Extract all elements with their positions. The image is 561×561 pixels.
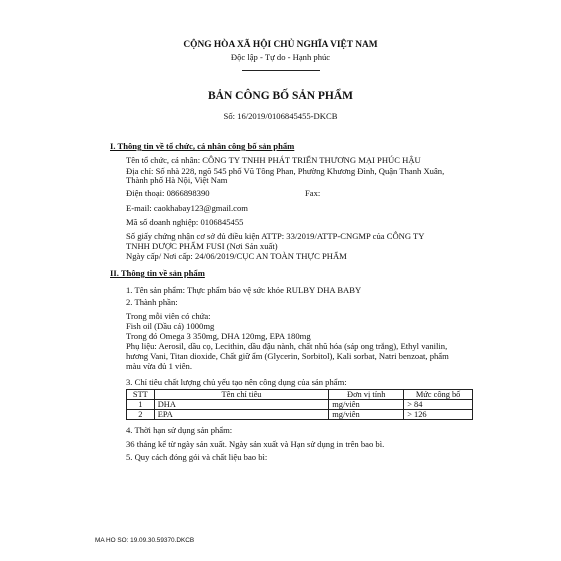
table-cell: DHA bbox=[154, 400, 329, 410]
quality-table bbox=[126, 389, 473, 420]
quality-heading: 3. Chỉ tiêu chất lượng chủ yếu tạo nên công dụng của sản phẩm: bbox=[126, 377, 347, 387]
table-header-row bbox=[127, 390, 473, 400]
table-header-cell: Mức công bố bbox=[404, 390, 473, 400]
nation-header: CỘNG HÒA XÃ HỘI CHỦ NGHĨA VIỆT NAM bbox=[183, 40, 378, 50]
certificate-line-1: Số giấy chứng nhận cơ sở đủ điều kiện ATTP: 33/2019/ATTP-CNGMP của CÔNG TY bbox=[126, 231, 425, 241]
per-capsule: Trong mỗi viên có chứa: bbox=[126, 311, 211, 321]
table-header-cell: STT bbox=[127, 390, 155, 400]
ingredients-heading: 2. Thành phần: bbox=[126, 297, 178, 307]
section2-heading: II. Thông tin về sản phẩm bbox=[110, 268, 205, 278]
table-cell: 1 bbox=[127, 400, 155, 410]
phone: Điện thoại: 0866898390 bbox=[126, 188, 210, 198]
table-cell: > 126 bbox=[404, 410, 473, 420]
excipients-line-1: Phụ liệu: Aerosil, dầu cọ, Lecithin, dầu đậu nành, chất nhũ hóa (sáp ong trắng), Ethyl vanilin, bbox=[126, 341, 448, 351]
shelf-life-heading: 4. Thời hạn sử dụng sản phẩm: bbox=[126, 425, 233, 435]
table-cell: EPA bbox=[154, 410, 329, 420]
table-header-cell: Đơn vị tính bbox=[329, 390, 404, 400]
org-name: Tên tổ chức, cá nhân: CÔNG TY TNHH PHÁT TRIỂN THƯƠNG MẠI PHÚC HẬU bbox=[126, 155, 421, 165]
document-number: Số: 16/2019/0106845455-DKCB bbox=[223, 111, 338, 121]
header-rule bbox=[242, 70, 320, 71]
shelf-life-text: 36 tháng kể từ ngày sản xuất. Ngày sản xuất và Hạn sử dụng in trên bao bì. bbox=[126, 439, 385, 449]
table-cell: 2 bbox=[127, 410, 155, 420]
motto: Độc lập - Tự do - Hạnh phúc bbox=[230, 52, 331, 62]
table-cell: mg/viên bbox=[329, 400, 404, 410]
table-cell: > 84 bbox=[404, 400, 473, 410]
table-row bbox=[127, 400, 473, 410]
omega: Trong đó Omega 3 350mg, DHA 120mg, EPA 180mg bbox=[126, 331, 311, 341]
table-header-cell: Tên chỉ tiêu bbox=[154, 390, 329, 400]
address-line-1: Địa chỉ: Số nhà 228, ngõ 545 phố Vũ Tông Phan, Phường Khương Đình, Quận Thanh Xuân, bbox=[126, 166, 445, 176]
certificate-line-2: TNHH DƯỢC PHẨM FUSI (Nơi Sản xuất) bbox=[126, 241, 278, 251]
document-title: BẢN CÔNG BỐ SẢN PHẨM bbox=[207, 90, 354, 102]
email: E-mail: caokhabay123@gmail.com bbox=[126, 203, 248, 213]
dossier-code: MA HO SO: 19.09.30.59370.DKCB bbox=[95, 537, 195, 544]
address-line-2: Thành phố Hà Nội, Việt Nam bbox=[126, 175, 228, 185]
issue-info: Ngày cấp/ Nơi cấp: 24/06/2019/CỤC AN TOÀN THỰC PHẨM bbox=[126, 251, 347, 261]
table-row bbox=[127, 410, 473, 420]
product-name: 1. Tên sản phẩm: Thực phẩm bảo vệ sức khỏe RULBY DHA BABY bbox=[126, 285, 362, 295]
packaging-heading: 5. Quy cách đóng gói và chất liệu bao bì: bbox=[126, 452, 268, 462]
tax-code: Mã số doanh nghiệp: 0106845455 bbox=[126, 217, 244, 227]
excipients-line-3: màu vừa đủ 1 viên. bbox=[126, 361, 192, 371]
excipients-line-2: hương Vani, Titan dioxide, Chất giữ ẩm (Glycerin, Sorbitol), Kali sorbat, Natri benzoat, phẩm bbox=[126, 351, 449, 361]
fish-oil: Fish oil (Dầu cá) 1000mg bbox=[126, 321, 215, 331]
table-cell: mg/viên bbox=[329, 410, 404, 420]
fax: Fax: bbox=[305, 188, 321, 198]
section1-heading: I. Thông tin về tổ chức, cá nhân công bố sản phẩm bbox=[110, 141, 295, 151]
